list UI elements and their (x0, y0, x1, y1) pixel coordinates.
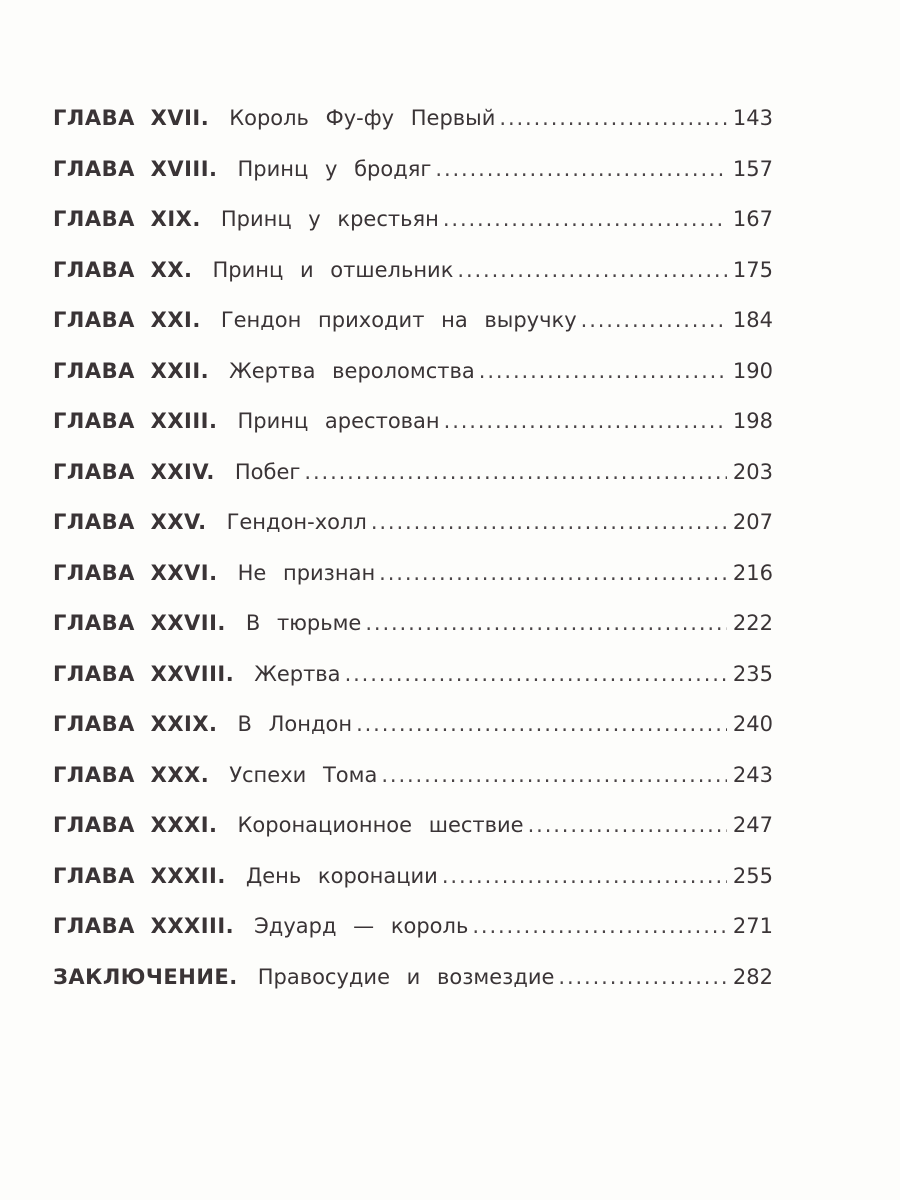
chapter-title: Коронационное шествие (237, 813, 524, 837)
dot-leader (479, 353, 727, 389)
page-number: 235 (732, 661, 773, 686)
chapter-title: Не признан (237, 560, 376, 585)
dot-leader (365, 605, 727, 641)
dot-leader (304, 454, 726, 490)
page-number: 167 (732, 207, 773, 231)
chapter-label: ГЛАВА XXII. (53, 358, 210, 383)
chapter-title: Успехи Тома (229, 762, 378, 787)
chapter-label: ГЛАВА XXXII. (53, 863, 226, 888)
dot-leader (499, 100, 727, 136)
chapter-title: Жертва (254, 661, 341, 686)
toc-entry (53, 353, 773, 404)
toc-entry (53, 454, 773, 505)
chapter-label: ГЛАВА XXVI. (53, 560, 218, 585)
dot-leader (371, 504, 727, 540)
chapter-title: Эдуард — король (254, 914, 469, 938)
page-number: 198 (732, 409, 773, 433)
page-number: 157 (732, 156, 773, 181)
toc-entry (53, 201, 773, 252)
toc-entry (53, 403, 773, 454)
dot-leader (345, 656, 727, 692)
chapter-title: Побег (234, 459, 301, 484)
chapter-title: Гендон-холл (226, 510, 367, 534)
toc-entry (53, 555, 773, 606)
toc-entry (53, 757, 773, 808)
page-number: 282 (732, 964, 773, 989)
toc-entry (53, 605, 773, 656)
page-number: 143 (732, 106, 773, 130)
chapter-label: ГЛАВА XIX. (53, 207, 201, 231)
page-number: 190 (732, 358, 773, 383)
page-number: 207 (732, 510, 773, 534)
dot-leader (528, 807, 727, 843)
toc-entry (53, 252, 773, 303)
chapter-label: ГЛАВА XXIV. (53, 459, 215, 484)
dot-leader (442, 858, 727, 894)
toc-entry (53, 858, 773, 909)
toc-entry (53, 100, 773, 151)
dot-leader (558, 959, 727, 995)
page-number: 255 (732, 863, 773, 888)
toc-entry (53, 908, 773, 959)
chapter-title: Принц у бродяг (237, 156, 432, 181)
page-number: 271 (732, 914, 773, 938)
toc-entry (53, 807, 773, 858)
page-number: 247 (732, 813, 773, 837)
chapter-label: ГЛАВА XXVII. (53, 611, 226, 635)
toc-entry (53, 504, 773, 555)
toc-entry (53, 151, 773, 202)
page-number: 184 (732, 308, 773, 332)
chapter-title: День коронации (245, 863, 438, 888)
toc-entry (53, 706, 773, 757)
toc-entry (53, 302, 773, 353)
dot-leader (356, 706, 727, 742)
chapter-title: Правосудие и возмездие (257, 964, 555, 989)
dot-leader (444, 403, 727, 439)
dot-leader (472, 908, 727, 944)
dot-leader (457, 252, 727, 288)
chapter-label: ГЛАВА XVII. (53, 106, 210, 130)
conclusion-label: ЗАКЛЮЧЕНИЕ. (53, 964, 238, 989)
dot-leader (581, 302, 727, 338)
page-number: 222 (732, 611, 773, 635)
dot-leader (443, 201, 727, 237)
chapter-title: В Лондон (237, 712, 353, 736)
chapter-title: Принц и отшельник (212, 257, 454, 282)
chapter-label: ГЛАВА XXIII. (53, 409, 218, 433)
chapter-label: ГЛАВА XXXI. (53, 813, 218, 837)
chapter-label: ГЛАВА XXXIII. (53, 914, 235, 938)
chapter-label: ГЛАВА XXVIII. (53, 661, 235, 686)
page-number: 240 (732, 712, 773, 736)
chapter-label: ГЛАВА XXIX. (53, 712, 218, 736)
dot-leader (381, 757, 727, 793)
dot-leader (379, 555, 727, 591)
chapter-title: Король Фу-фу Первый (229, 106, 496, 130)
page-number: 203 (732, 459, 773, 484)
chapter-label: ГЛАВА XXV. (53, 510, 207, 534)
chapter-label: ГЛАВА XXX. (53, 762, 210, 787)
toc-entry (53, 656, 773, 707)
chapter-label: ГЛАВА XVIII. (53, 156, 218, 181)
table-of-contents (53, 100, 773, 1009)
page-number: 175 (732, 257, 773, 282)
page-number: 243 (732, 762, 773, 787)
chapter-title: Гендон приходит на выручку (220, 308, 577, 332)
chapter-label: ГЛАВА XX. (53, 257, 193, 282)
page-number: 216 (732, 560, 773, 585)
chapter-label: ГЛАВА XXI. (53, 308, 201, 332)
chapter-title: Принц арестован (237, 409, 440, 433)
dot-leader (435, 151, 727, 187)
chapter-title: В тюрьме (245, 611, 362, 635)
chapter-title: Жертва вероломства (229, 358, 475, 383)
toc-entry (53, 959, 773, 1010)
chapter-title: Принц у крестьян (220, 207, 439, 231)
